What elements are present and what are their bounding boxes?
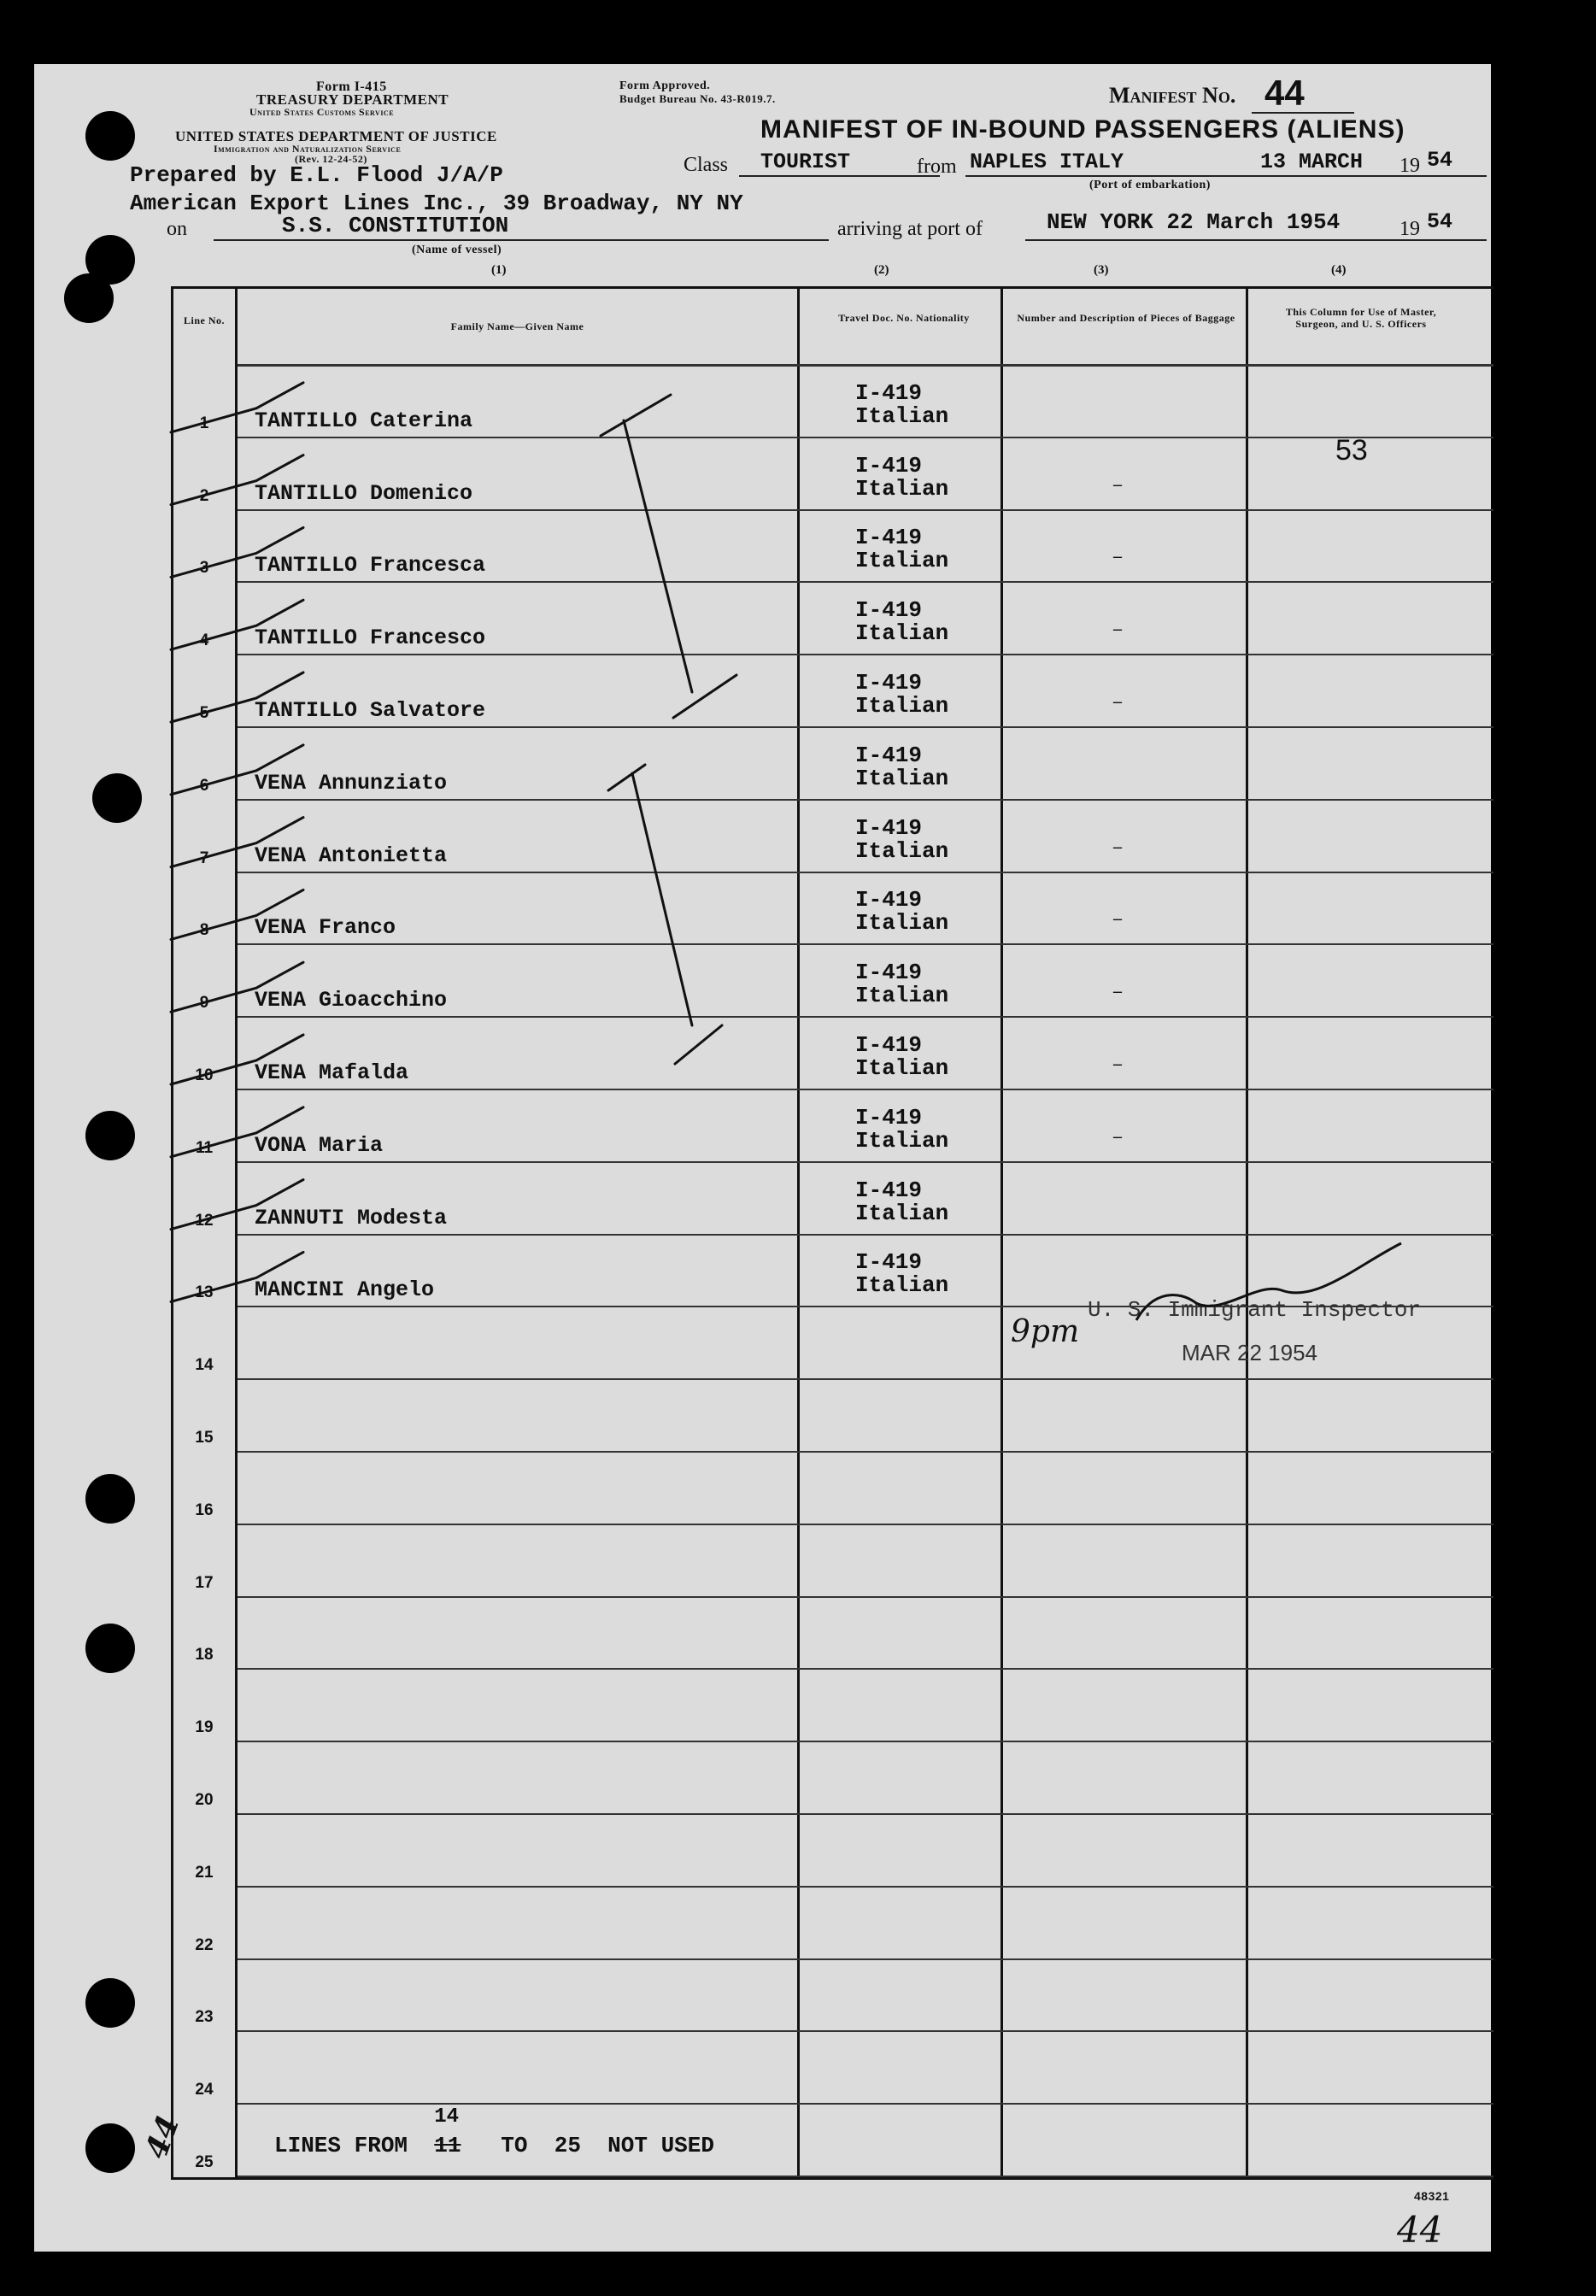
- passenger-name: VONA Maria: [255, 1132, 384, 1158]
- line-number: 2: [199, 486, 209, 505]
- department-of-justice: UNITED STATES DEPARTMENT OF JUSTICE: [175, 128, 497, 144]
- nationality: Italian: [855, 1272, 949, 1299]
- line-number: 20: [195, 1791, 214, 1809]
- revision: (Rev. 12-24-52): [295, 153, 367, 165]
- handwritten-page-number: 44: [1397, 2209, 1443, 2251]
- baggage-mark: –: [1113, 909, 1122, 929]
- line-number: 4: [199, 631, 209, 650]
- year2-value: 54: [1427, 209, 1453, 234]
- ins-caption: Immigration and Naturalization Service: [214, 143, 402, 155]
- arriving-label: arriving at port of: [837, 218, 983, 240]
- baggage-mark: –: [1113, 837, 1122, 856]
- year-prefix: 19: [1399, 155, 1420, 177]
- officer-note: 53: [1335, 434, 1368, 467]
- line-number: 13: [195, 1283, 214, 1302]
- doc-number: I-419: [855, 379, 923, 406]
- check-tick: [171, 672, 303, 722]
- baggage-mark: –: [1113, 1126, 1122, 1146]
- line-number: 8: [199, 921, 209, 940]
- header-officers: This Column for Use of Master, Surgeon, and U. S. Officers: [1285, 306, 1437, 330]
- passenger-name: ZANNUTI Modesta: [255, 1205, 448, 1230]
- line-number: 3: [199, 559, 209, 578]
- class-value: TOURIST: [760, 150, 851, 174]
- nationality: Italian: [855, 765, 949, 791]
- baggage-mark: –: [1113, 474, 1122, 494]
- line-number: 5: [199, 704, 209, 722]
- embark-date: 13 MARCH: [1260, 150, 1364, 174]
- passenger-name: VENA Annunziato: [255, 770, 448, 796]
- nationality: Italian: [855, 1127, 949, 1154]
- baggage-mark: –: [1113, 620, 1122, 639]
- doc-number: I-419: [855, 814, 923, 841]
- line-number: 11: [195, 1138, 214, 1157]
- doc-number: I-419: [855, 1104, 923, 1130]
- line-number: 22: [195, 1935, 214, 1954]
- check-tick: [171, 818, 303, 867]
- budget-bureau: Budget Bureau No. 43-R019.7.: [619, 92, 776, 105]
- nationality: Italian: [855, 620, 949, 647]
- line-number: 6: [199, 776, 209, 795]
- from-value: NAPLES ITALY: [970, 150, 1124, 174]
- doc-number: I-419: [855, 670, 923, 696]
- doc-number: I-419: [855, 887, 923, 913]
- line-number: 12: [195, 1211, 214, 1230]
- baggage-mark: –: [1113, 1054, 1122, 1073]
- baggage-mark: –: [1113, 692, 1122, 711]
- header-travel-doc: Travel Doc. No. Nationality: [838, 312, 970, 324]
- nationality: Italian: [855, 910, 949, 937]
- line-number: 17: [195, 1573, 214, 1592]
- nationality: Italian: [855, 1055, 949, 1081]
- check-tick: [171, 1180, 303, 1230]
- doc-number: I-419: [855, 742, 923, 768]
- doc-number: I-419: [855, 1249, 923, 1276]
- passenger-name: TANTILLO Caterina: [255, 408, 473, 433]
- nationality: Italian: [855, 475, 949, 502]
- header-family-name: Family Name—Given Name: [450, 320, 584, 332]
- baggage-mark: –: [1113, 547, 1122, 567]
- passenger-name: MANCINI Angelo: [255, 1277, 435, 1303]
- line-number: 19: [195, 1718, 214, 1737]
- line-number: 1: [199, 414, 209, 432]
- line-number: 18: [195, 1646, 214, 1665]
- manifest-no-label: Manifest No.: [1109, 83, 1236, 108]
- column-number-2: (2): [874, 263, 889, 277]
- check-tick: [171, 962, 303, 1012]
- doc-number: I-419: [855, 597, 923, 624]
- check-tick: [171, 1107, 303, 1157]
- nationality: Italian: [855, 983, 949, 1009]
- form-code: 48321: [1414, 2189, 1450, 2203]
- check-tick: [171, 600, 303, 649]
- year-value: 54: [1427, 148, 1453, 173]
- line-number: 7: [199, 849, 209, 867]
- check-tick: [171, 455, 303, 505]
- column-number-1: (1): [491, 263, 507, 277]
- class-label: Class: [684, 154, 729, 176]
- header-line-no: Line No.: [183, 314, 225, 326]
- check-tick: [171, 1035, 303, 1084]
- line-number: 14: [195, 1356, 214, 1375]
- line-number: 23: [195, 2008, 214, 2027]
- passenger-name: TANTILLO Francesco: [255, 625, 486, 651]
- passenger-name: TANTILLO Francesca: [255, 553, 486, 578]
- line-number: 16: [195, 1500, 214, 1519]
- nationality: Italian: [855, 402, 949, 429]
- doc-number: I-419: [855, 1177, 923, 1203]
- line-number: 10: [195, 1066, 214, 1084]
- lines-from-corrected: 14: [434, 2105, 460, 2129]
- baggage-mark: –: [1113, 982, 1122, 1001]
- nationality: Italian: [855, 1200, 949, 1226]
- passenger-name: VENA Mafalda: [255, 1060, 409, 1085]
- treasury-department: TREASURY DEPARTMENT: [256, 91, 449, 108]
- check-tick: [171, 527, 303, 577]
- nationality: Italian: [855, 837, 949, 864]
- nationality: Italian: [855, 693, 949, 719]
- company-address: American Export Lines Inc., 39 Broadway, NY NY: [130, 191, 743, 216]
- header-baggage: Number and Description of Pieces of Baggage: [1017, 312, 1235, 324]
- line-number: 24: [195, 2081, 214, 2099]
- passenger-name: TANTILLO Domenico: [255, 480, 473, 506]
- form-title: MANIFEST OF IN-BOUND PASSENGERS (ALIENS): [760, 115, 1405, 144]
- arrival-port-date: NEW YORK 22 March 1954: [1047, 209, 1341, 235]
- doc-number: I-419: [855, 960, 923, 986]
- port-caption: (Port of embarkation): [1089, 179, 1211, 191]
- margin-number: 44: [138, 2111, 187, 2164]
- check-tick: [171, 383, 303, 432]
- check-tick: [171, 890, 303, 939]
- customs-service: United States Customs Service: [249, 106, 395, 118]
- column-number-4: (4): [1331, 263, 1347, 277]
- lines-not-used: LINES FROM 11 14 TO 25 NOT USED: [274, 2105, 714, 2158]
- doc-number: I-419: [855, 1032, 923, 1058]
- stamp-date: MAR 22 1954: [1182, 1340, 1317, 1365]
- manifest-no-value: 44: [1264, 73, 1305, 113]
- inspector-stamp: U. S. Immigrant Inspector: [1088, 1297, 1422, 1323]
- lines-from-original: 11: [434, 2133, 461, 2158]
- stamp-time: 9pm: [1011, 1314, 1080, 1349]
- prepared-by: Prepared by E.L. Flood J/A/P: [130, 162, 503, 188]
- passenger-name: VENA Gioacchino: [255, 988, 448, 1013]
- doc-number: I-419: [855, 525, 923, 551]
- passenger-name: VENA Franco: [255, 915, 396, 941]
- line-number: 25: [195, 2153, 214, 2171]
- line-number: 9: [199, 994, 209, 1013]
- on-label: on: [167, 218, 187, 240]
- check-tick: [171, 1252, 303, 1301]
- passenger-name: VENA Antonietta: [255, 843, 448, 868]
- passenger-name: TANTILLO Salvatore: [255, 698, 486, 723]
- form-approved: Form Approved.: [619, 79, 711, 92]
- nationality: Italian: [855, 548, 949, 574]
- column-number-3: (3): [1094, 263, 1109, 277]
- doc-number: I-419: [855, 452, 923, 479]
- vessel-name: S.S. CONSTITUTION: [282, 213, 509, 238]
- form-number: Form I-415: [316, 79, 387, 94]
- check-tick: [171, 745, 303, 795]
- year2-prefix: 19: [1399, 218, 1420, 240]
- line-number: 15: [195, 1429, 214, 1447]
- vessel-caption: (Name of vessel): [412, 244, 502, 256]
- line-number: 21: [195, 1863, 214, 1882]
- from-label: from: [917, 156, 957, 178]
